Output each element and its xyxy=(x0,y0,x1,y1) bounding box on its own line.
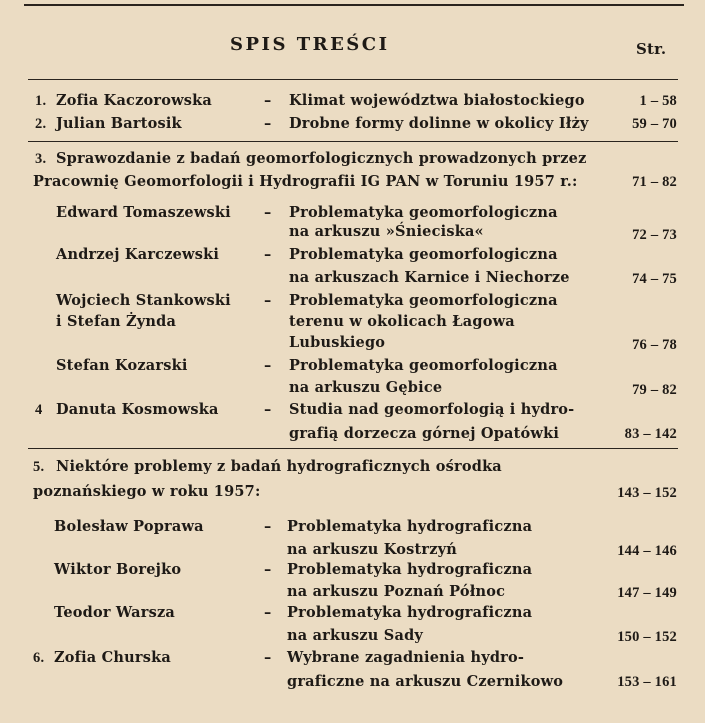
subentry-author: Bolesław Poprawa xyxy=(54,518,204,535)
entry-title-line: Pracownię Geomorfologii i Hydrografii IG PAN w Toruniu 1957 r.: xyxy=(33,173,578,190)
subentry-title-line: Lubuskiego xyxy=(289,334,386,351)
subentry-author: Teodor Warsza xyxy=(54,604,175,621)
subentry-pages: 150 – 152 xyxy=(617,629,677,645)
subentry-title-line: na arkuszu »Śnieciska« xyxy=(289,223,484,240)
subentry-dash: – xyxy=(264,604,272,621)
entry-title-line: graficzne na arkuszu Czernikowo xyxy=(287,673,564,690)
subentry-pages: 76 – 78 xyxy=(632,337,677,353)
entry-dash: – xyxy=(264,401,272,418)
subentry-title-line: Problematyka hydrograficzna xyxy=(287,518,533,535)
subentry-title-line: Problematyka geomorfologiczna xyxy=(289,204,558,221)
subentry-title-line: na arkuszach Karnice i Niechorze xyxy=(289,269,570,286)
subentry-author: Wiktor Borejko xyxy=(54,561,182,578)
entry-pages: 1 – 58 xyxy=(639,93,677,109)
entry-pages: 83 – 142 xyxy=(624,426,677,442)
entry-number: 1. xyxy=(35,93,47,109)
subentry-title-line: Problematyka geomorfologiczna xyxy=(289,292,558,309)
entry-pages: 71 – 82 xyxy=(632,174,677,190)
subentry-title-line: na arkuszu Kostrzyń xyxy=(287,541,458,558)
subentry-title-line: Problematyka hydrograficzna xyxy=(287,604,533,621)
subentry-author: Andrzej Karczewski xyxy=(56,246,220,263)
subentry-author: Wojciech Stankowski xyxy=(56,292,231,309)
subentry-pages: 72 – 73 xyxy=(632,227,677,243)
entry-number: 2. xyxy=(35,116,47,132)
entry-author: Zofia Churska xyxy=(54,649,171,666)
entry-dash: – xyxy=(264,92,272,109)
entry-number: 6. xyxy=(33,650,45,666)
entry-number: 3. xyxy=(35,151,47,167)
subentry-title-line: na arkuszu Sady xyxy=(287,627,424,644)
subentry-dash: – xyxy=(264,246,272,263)
entry-number: 4 xyxy=(35,402,43,418)
entry-dash: – xyxy=(264,115,272,132)
entry-title-line: Wybrane zagadnienia hydro- xyxy=(287,649,525,666)
subentry-pages: 74 – 75 xyxy=(632,271,677,287)
subentry-title-line: terenu w okolicach Łagowa xyxy=(289,313,515,330)
entry-pages: 153 – 161 xyxy=(617,674,677,690)
subentry-title-line: Problematyka hydrograficzna xyxy=(287,561,533,578)
subentry-title-line: Problematyka geomorfologiczna xyxy=(289,246,558,263)
subentry-title-line: na arkuszu Gębice xyxy=(289,379,443,396)
divider-rule xyxy=(28,141,678,142)
subentry-title-line: na arkuszu Poznań Północ xyxy=(287,583,506,600)
top-rule xyxy=(24,4,684,6)
entry-dash: – xyxy=(264,649,272,666)
subentry-title-line: Problematyka geomorfologiczna xyxy=(289,357,558,374)
subentry-author: i Stefan Żynda xyxy=(56,313,177,330)
pages-column-label: Str. xyxy=(636,40,667,58)
subentry-pages: 144 – 146 xyxy=(617,543,677,559)
subentry-author: Stefan Kozarski xyxy=(56,357,188,374)
subentry-dash: – xyxy=(264,292,272,309)
entry-title-line: grafią dorzecza górnej Opatówki xyxy=(289,425,560,442)
subentry-author: Edward Tomaszewski xyxy=(56,204,231,221)
entry-pages: 59 – 70 xyxy=(632,116,677,132)
entry-author: Zofia Kaczorowska xyxy=(56,92,212,109)
subentry-dash: – xyxy=(264,518,272,535)
entry-author: Julian Bartosik xyxy=(56,115,182,132)
page-title: SPIS TREŚCI xyxy=(230,34,390,55)
entry-author: Danuta Kosmowska xyxy=(56,401,219,418)
subentry-pages: 147 – 149 xyxy=(617,585,677,601)
entry-number: 5. xyxy=(33,459,45,475)
divider-rule xyxy=(28,448,678,449)
subentry-dash: – xyxy=(264,561,272,578)
entry-title-line: poznańskiego w roku 1957: xyxy=(33,483,261,500)
subentry-dash: – xyxy=(264,357,272,374)
entry-pages: 143 – 152 xyxy=(617,485,677,501)
entry-title-line: Niektóre problemy z badań hydrograficznych ośrodka xyxy=(56,458,502,475)
divider-rule xyxy=(28,79,678,80)
subentry-pages: 79 – 82 xyxy=(632,382,677,398)
subentry-dash: – xyxy=(264,204,272,221)
entry-title-line: Sprawozdanie z badań geomorfologicznych prowadzonych przez xyxy=(56,150,587,167)
entry-title-line: Studia nad geomorfologią i hydro- xyxy=(289,401,575,418)
entry-title: Drobne formy dolinne w okolicy Iłży xyxy=(289,115,589,132)
entry-title: Klimat województwa białostockiego xyxy=(289,92,585,109)
